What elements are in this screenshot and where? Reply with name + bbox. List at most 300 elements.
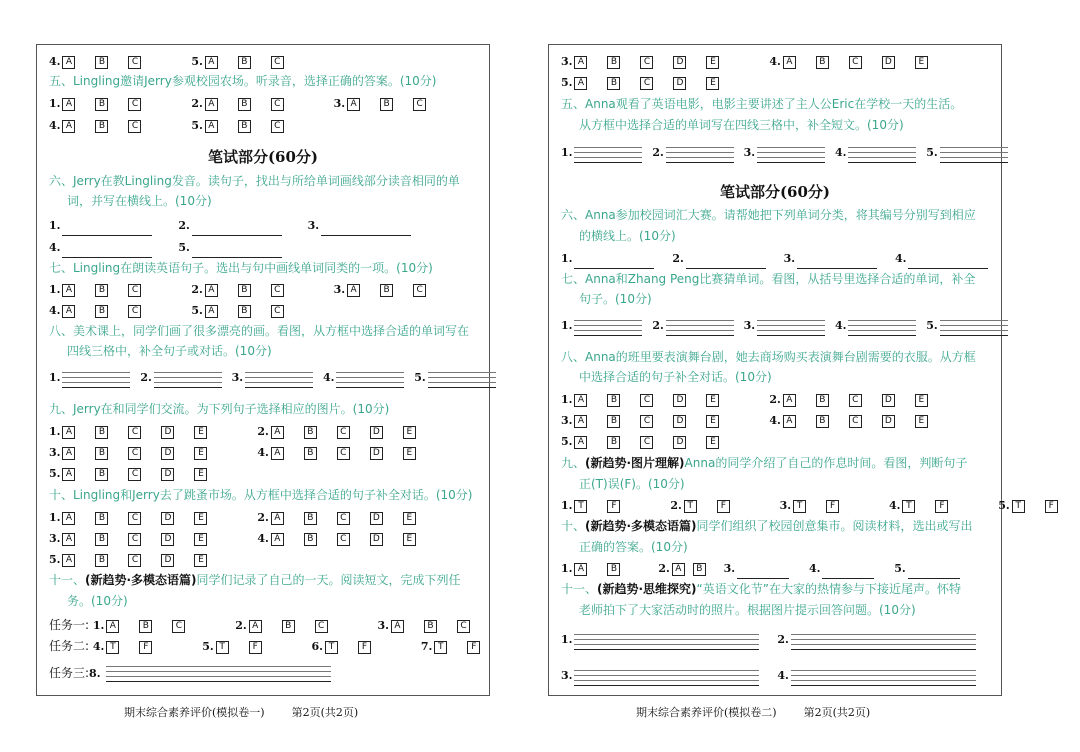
item-number: 3.	[231, 371, 244, 384]
choice-box[interactable]: B	[95, 98, 108, 111]
choice-box[interactable]: D	[673, 56, 686, 69]
choice-box[interactable]: C	[640, 394, 653, 407]
four-line-grid[interactable]	[428, 372, 496, 388]
four-line-grid[interactable]	[848, 320, 916, 336]
true-box[interactable]: T	[216, 641, 229, 654]
item-number: 4.	[49, 55, 61, 68]
choice-box[interactable]: C	[128, 56, 141, 69]
answer-row	[561, 431, 765, 451]
question-5-title: 五、Anna观看了英语电影，电影主要讲述了主人公Eric在学校一天的生活。	[561, 97, 963, 111]
right-exam-page	[548, 44, 1054, 696]
choice-box[interactable]: A	[672, 563, 685, 576]
choice-box[interactable]: C	[640, 415, 653, 428]
item-number: 5.	[414, 371, 426, 384]
false-box[interactable]: F	[1045, 500, 1058, 513]
four-line-grid[interactable]	[336, 372, 404, 388]
four-line-grid[interactable]	[940, 147, 1008, 163]
question-7-title: 七、Anna和Zhang Peng比赛猜单词。看图，从括号里选择合适的单词，补全	[561, 272, 976, 286]
choice-box[interactable]: C	[271, 305, 284, 318]
choice-box[interactable]: B	[607, 394, 620, 407]
answer-row	[49, 93, 472, 113]
item-number: 4.	[257, 446, 269, 459]
choice-box[interactable]: B	[607, 415, 620, 428]
choice-box[interactable]: A	[574, 394, 587, 407]
question-10-title: 十、Lingling和Jerry去了跳蚤市场。从方框中选择合适的句子补全对话。(10分)	[49, 488, 473, 502]
choice-box[interactable]: B	[282, 620, 295, 633]
choice-box[interactable]: A	[205, 284, 218, 297]
choice-box[interactable]: E	[706, 436, 719, 449]
item-number: 2.	[178, 219, 190, 232]
choice-box[interactable]: C	[128, 284, 141, 297]
choice-box[interactable]: A	[391, 620, 404, 633]
choice-box[interactable]: D	[673, 77, 686, 90]
choice-box[interactable]: B	[238, 120, 251, 133]
choice-box[interactable]: C	[128, 120, 141, 133]
choice-box[interactable]: C	[413, 98, 426, 111]
choice-box[interactable]: C	[640, 436, 653, 449]
choice-box[interactable]: A	[574, 77, 587, 90]
choice-box[interactable]: D	[161, 447, 174, 460]
question-prefix: 十一、	[561, 582, 598, 596]
choice-box[interactable]: A	[62, 512, 75, 525]
choice-box[interactable]: B	[304, 533, 317, 546]
choice-box[interactable]: E	[194, 447, 207, 460]
choice-box[interactable]: D	[370, 426, 383, 439]
question-text: 同学们组织了校园创意集市。阅读材料，选出或写出	[696, 519, 973, 533]
four-line-grid[interactable]	[940, 320, 1008, 336]
question-9-title	[561, 453, 967, 473]
choice-box[interactable]: A	[574, 563, 587, 576]
choice-box[interactable]: B	[424, 620, 437, 633]
choice-box[interactable]: D	[161, 533, 174, 546]
blank-row	[49, 215, 427, 235]
choice-box[interactable]: A	[271, 426, 284, 439]
choice-box[interactable]: B	[304, 447, 317, 460]
question-text: “英语文化节”在大家的热情参与下接近尾声。怀特	[696, 582, 961, 596]
answer-line[interactable]	[822, 566, 874, 579]
four-line-grid[interactable]	[62, 372, 130, 388]
choice-box[interactable]: A	[205, 120, 218, 133]
item-number: 2.	[235, 619, 247, 632]
question-text: Anna的同学介绍了自己的作息时间。看图，判断句子	[684, 456, 968, 470]
choice-box[interactable]: A	[574, 56, 587, 69]
choice-box[interactable]: B	[95, 305, 108, 318]
answer-line[interactable]	[908, 256, 988, 269]
choice-box[interactable]: D	[370, 533, 383, 546]
item-number: 4.	[49, 304, 61, 317]
page-number: 第2页(共2页)	[803, 706, 871, 719]
question-6-title: 六、Anna参加校园词汇大赛。请帮她把下列单词分类，将其编号分别写到相应	[561, 208, 976, 222]
choice-box[interactable]: D	[673, 436, 686, 449]
item-number: 1.	[561, 633, 573, 646]
choice-box[interactable]: B	[238, 305, 251, 318]
choice-box[interactable]: B	[95, 533, 108, 546]
answer-line[interactable]	[192, 245, 282, 258]
choice-box[interactable]: A	[62, 98, 75, 111]
trend-tag: (新趋势·思维探究)	[597, 582, 697, 596]
item-number: 2.	[672, 252, 684, 265]
item-number: 2.	[191, 97, 203, 110]
choice-box[interactable]: D	[882, 394, 895, 407]
choice-box[interactable]: E	[706, 415, 719, 428]
choice-box[interactable]: A	[347, 98, 360, 111]
choice-box[interactable]: C	[128, 533, 141, 546]
choice-box[interactable]: C	[849, 394, 862, 407]
choice-box[interactable]: E	[403, 447, 416, 460]
choice-box[interactable]: D	[882, 415, 895, 428]
choice-box[interactable]: C	[849, 56, 862, 69]
item-number: 5.	[191, 119, 203, 132]
choice-box[interactable]: E	[915, 415, 928, 428]
choice-box[interactable]: B	[693, 563, 706, 576]
item-number: 4.	[769, 55, 781, 68]
question-text: 同学们记录了自己的一天。阅读短文，完成下列任	[196, 573, 461, 587]
task-row	[49, 615, 490, 635]
choice-box[interactable]: C	[172, 620, 185, 633]
true-box[interactable]: T	[106, 641, 119, 654]
answer-row	[49, 300, 330, 320]
choice-box[interactable]: C	[315, 620, 328, 633]
choice-box[interactable]: C	[640, 77, 653, 90]
item-number: 4.	[834, 319, 847, 332]
false-box[interactable]: F	[467, 641, 480, 654]
choice-box[interactable]: B	[304, 426, 317, 439]
four-line-grid[interactable]	[666, 147, 734, 163]
answer-row	[561, 495, 1078, 515]
item-number: 2.	[658, 562, 670, 575]
choice-box[interactable]: C	[271, 56, 284, 69]
four-line-grid[interactable]	[574, 670, 759, 686]
item-number: 3.	[307, 219, 320, 232]
false-box[interactable]: F	[607, 500, 620, 513]
choice-box[interactable]: E	[194, 533, 207, 546]
item-number: 4.	[49, 241, 61, 254]
trend-tag: (新趋势·多模态语篇)	[85, 573, 197, 587]
choice-box[interactable]: C	[271, 284, 284, 297]
choice-box[interactable]: A	[271, 447, 284, 460]
choice-box[interactable]: E	[194, 512, 207, 525]
answer-row	[49, 115, 330, 135]
true-box[interactable]: T	[793, 500, 806, 513]
item-number: 5.	[561, 76, 573, 89]
question-prefix: 十、	[561, 519, 586, 533]
item-number: 3.	[723, 562, 736, 575]
choice-box[interactable]: B	[95, 120, 108, 133]
choice-box[interactable]: E	[915, 394, 928, 407]
choice-box[interactable]: B	[607, 436, 620, 449]
four-line-grid[interactable]	[791, 670, 976, 686]
choice-box[interactable]: C	[128, 512, 141, 525]
false-box[interactable]: F	[826, 500, 839, 513]
item-number: 3.	[49, 532, 61, 545]
four-line-row	[561, 315, 1008, 335]
answer-line[interactable]	[62, 245, 152, 258]
choice-box[interactable]: B	[607, 563, 620, 576]
answer-row	[49, 421, 436, 441]
item-number: 2.	[652, 146, 664, 159]
choice-box[interactable]: A	[106, 620, 119, 633]
choice-box[interactable]: D	[161, 468, 174, 481]
item-number: 2.	[670, 499, 682, 512]
choice-box[interactable]: C	[128, 305, 141, 318]
answer-line[interactable]	[192, 223, 282, 236]
item-number: 2.	[257, 425, 269, 438]
four-line-row	[49, 367, 496, 387]
choice-box[interactable]: C	[128, 426, 141, 439]
question-8-title-cont: 四线三格中，补全句子或对话。(10分)	[67, 344, 272, 358]
item-number: 1.	[561, 393, 573, 406]
question-6-title-cont: 的横线上。(10分)	[579, 229, 676, 243]
task-row	[49, 663, 331, 683]
choice-box[interactable]: A	[249, 620, 262, 633]
item-number: 2.	[652, 319, 664, 332]
question-8-title: 八、Anna的班里要表演舞台剧，她去商场购买表演舞台剧需要的衣服。从方框	[561, 350, 976, 364]
blank-row	[49, 237, 298, 257]
choice-box[interactable]: D	[673, 415, 686, 428]
choice-box[interactable]: E	[915, 56, 928, 69]
four-line-grid[interactable]	[757, 147, 825, 163]
choice-box[interactable]: C	[271, 120, 284, 133]
choice-box[interactable]: E	[706, 77, 719, 90]
true-box[interactable]: T	[325, 641, 338, 654]
answer-line[interactable]	[321, 223, 411, 236]
false-box[interactable]: F	[935, 500, 948, 513]
choice-box[interactable]: E	[194, 554, 207, 567]
answer-line[interactable]	[686, 256, 766, 269]
choice-box[interactable]: B	[95, 56, 108, 69]
item-number: 1.	[49, 371, 61, 384]
question-11-title-cont: 老师拍下了大家活动时的照片。根据图片提示回答问题。(10分)	[579, 603, 916, 617]
choice-box[interactable]: B	[304, 512, 317, 525]
choice-box[interactable]: D	[161, 512, 174, 525]
item-number: 1.	[561, 319, 573, 332]
answer-row	[49, 51, 330, 71]
true-box[interactable]: T	[434, 641, 447, 654]
choice-box[interactable]: B	[380, 284, 393, 297]
footer-right	[636, 704, 870, 720]
choice-box[interactable]: C	[337, 447, 350, 460]
trend-tag: (新趋势·图片理解)	[585, 456, 685, 470]
choice-box[interactable]: A	[62, 426, 75, 439]
item-number: 1.	[561, 562, 573, 575]
four-line-grid[interactable]	[154, 372, 222, 388]
item-number: 4.	[92, 640, 105, 653]
answer-row	[561, 410, 948, 430]
item-number: 4.	[322, 371, 335, 384]
choice-box[interactable]: A	[205, 98, 218, 111]
choice-box[interactable]: A	[347, 284, 360, 297]
false-box[interactable]: F	[358, 641, 371, 654]
choice-box[interactable]: B	[95, 512, 108, 525]
choice-box[interactable]: E	[403, 533, 416, 546]
false-box[interactable]: F	[717, 500, 730, 513]
true-box[interactable]: T	[1012, 500, 1025, 513]
item-number: 1.	[49, 425, 61, 438]
choice-box[interactable]: A	[205, 305, 218, 318]
choice-box[interactable]: D	[370, 447, 383, 460]
question-7-title-cont: 句子。(10分)	[579, 292, 652, 306]
item-number: 5.	[926, 319, 938, 332]
choice-box[interactable]: A	[271, 533, 284, 546]
answer-line[interactable]	[737, 566, 789, 579]
choice-box[interactable]: A	[62, 305, 75, 318]
choice-box[interactable]: B	[95, 284, 108, 297]
answer-row	[561, 389, 948, 409]
choice-box[interactable]: C	[337, 512, 350, 525]
four-line-grid[interactable]	[574, 320, 642, 336]
answer-line[interactable]	[574, 256, 654, 269]
choice-box[interactable]: B	[238, 56, 251, 69]
choice-box[interactable]: E	[403, 426, 416, 439]
four-line-row	[561, 629, 976, 649]
choice-box[interactable]: E	[706, 56, 719, 69]
item-number: 3.	[333, 283, 346, 296]
choice-box[interactable]: B	[816, 394, 829, 407]
choice-box[interactable]: B	[238, 284, 251, 297]
choice-box[interactable]: C	[457, 620, 470, 633]
item-number: 3.	[743, 319, 756, 332]
choice-box[interactable]: C	[849, 415, 862, 428]
choice-box[interactable]: A	[574, 415, 587, 428]
false-box[interactable]: F	[249, 641, 262, 654]
left-exam-page	[36, 44, 490, 696]
choice-box[interactable]: D	[882, 56, 895, 69]
choice-box[interactable]: A	[783, 56, 796, 69]
item-number: 1.	[49, 219, 61, 232]
question-6-title-cont: 词，并写在横线上。(10分)	[67, 194, 212, 208]
answer-line[interactable]	[62, 223, 152, 236]
choice-box[interactable]: B	[95, 554, 108, 567]
choice-box[interactable]: E	[194, 426, 207, 439]
choice-box[interactable]: A	[62, 284, 75, 297]
choice-box[interactable]: A	[783, 415, 796, 428]
choice-box[interactable]: B	[816, 415, 829, 428]
item-number: 5.	[561, 435, 573, 448]
true-box[interactable]: T	[902, 500, 915, 513]
choice-box[interactable]: B	[607, 56, 620, 69]
choice-box[interactable]: B	[238, 98, 251, 111]
four-line-grid[interactable]	[106, 666, 331, 682]
choice-box[interactable]: B	[95, 447, 108, 460]
written-section-title: 笔试部分(60分)	[719, 183, 831, 201]
answer-row	[49, 442, 436, 462]
choice-box[interactable]: A	[62, 533, 75, 546]
item-number: 2.	[191, 283, 203, 296]
choice-box[interactable]: E	[403, 512, 416, 525]
true-box[interactable]: T	[574, 500, 587, 513]
choice-box[interactable]: C	[128, 447, 141, 460]
four-line-grid[interactable]	[245, 372, 313, 388]
answer-line[interactable]	[797, 256, 877, 269]
four-line-grid[interactable]	[791, 634, 976, 650]
page-number: 第2页(共2页)	[291, 706, 359, 719]
choice-box[interactable]: A	[62, 56, 75, 69]
four-line-row	[561, 142, 1008, 162]
choice-box[interactable]: B	[380, 98, 393, 111]
item-number: 5.	[178, 241, 190, 254]
choice-box[interactable]: A	[62, 447, 75, 460]
true-box[interactable]: T	[684, 500, 697, 513]
four-line-grid[interactable]	[848, 147, 916, 163]
item-number: 4.	[888, 499, 901, 512]
choice-box[interactable]: C	[640, 56, 653, 69]
choice-box[interactable]: A	[205, 56, 218, 69]
choice-box[interactable]: C	[413, 284, 426, 297]
question-7-title: 七、Lingling在朗读英语句子。选出与句中画线单词同类的一项。(10分)	[49, 261, 433, 275]
choice-box[interactable]: C	[128, 98, 141, 111]
choice-box[interactable]: B	[95, 426, 108, 439]
choice-box[interactable]: C	[337, 533, 350, 546]
item-number: 6.	[311, 640, 323, 653]
four-line-grid[interactable]	[574, 147, 642, 163]
choice-box[interactable]: B	[816, 56, 829, 69]
question-11-title	[561, 579, 961, 599]
four-line-grid[interactable]	[666, 320, 734, 336]
question-8-title-cont: 中选择合适的句子补全对话。(10分)	[579, 370, 772, 384]
item-number: 3.	[783, 252, 796, 265]
choice-box[interactable]: C	[271, 98, 284, 111]
question-10-title	[561, 516, 973, 536]
question-9-title-cont: 正(T)误(F)。(10分)	[579, 477, 685, 491]
item-number: 3.	[561, 669, 573, 682]
question-5-title: 五、Lingling邀请Jerry参观校园农场。听录音，选择正确的答案。(10分)	[49, 74, 437, 88]
footer-title: 期末综合素养评价(模拟卷一)	[124, 706, 265, 719]
item-number: 5.	[998, 499, 1010, 512]
choice-box[interactable]: C	[128, 554, 141, 567]
item-number: 5.	[191, 55, 203, 68]
answer-row	[561, 558, 960, 578]
item-number: 4.	[894, 252, 907, 265]
choice-box[interactable]: B	[607, 77, 620, 90]
choice-box[interactable]: D	[161, 554, 174, 567]
answer-row	[49, 463, 253, 483]
choice-box[interactable]: B	[95, 468, 108, 481]
item-number: 3.	[743, 146, 756, 159]
question-prefix: 十一、	[49, 573, 86, 587]
written-section-title: 笔试部分(60分)	[207, 148, 319, 166]
footer-title: 期末综合素养评价(模拟卷二)	[636, 706, 777, 719]
choice-box[interactable]: A	[783, 394, 796, 407]
four-line-grid[interactable]	[574, 634, 759, 650]
question-9-title: 九、Jerry在和同学们交流。为下列句子选择相应的图片。(10分)	[49, 402, 390, 416]
answer-row	[49, 507, 436, 527]
choice-box[interactable]: A	[271, 512, 284, 525]
choice-box[interactable]: C	[128, 468, 141, 481]
choice-box[interactable]: D	[161, 426, 174, 439]
item-number: 5.	[894, 562, 906, 575]
choice-box[interactable]: B	[139, 620, 152, 633]
item-number: 3.	[333, 97, 346, 110]
item-number: 2.	[140, 371, 152, 384]
choice-box[interactable]: A	[574, 436, 587, 449]
answer-line[interactable]	[908, 566, 960, 579]
choice-box[interactable]: E	[706, 394, 719, 407]
answer-row	[49, 528, 436, 548]
choice-box[interactable]: E	[194, 468, 207, 481]
item-number: 1.	[561, 252, 573, 265]
choice-box[interactable]: A	[62, 120, 75, 133]
task-row	[49, 636, 500, 656]
choice-box[interactable]: C	[337, 426, 350, 439]
item-number: 5.	[202, 640, 214, 653]
choice-box[interactable]: D	[370, 512, 383, 525]
choice-box[interactable]: A	[62, 468, 75, 481]
item-number: 3.	[561, 414, 573, 427]
choice-box[interactable]: A	[62, 554, 75, 567]
false-box[interactable]: F	[139, 641, 152, 654]
choice-box[interactable]: D	[673, 394, 686, 407]
four-line-grid[interactable]	[757, 320, 825, 336]
